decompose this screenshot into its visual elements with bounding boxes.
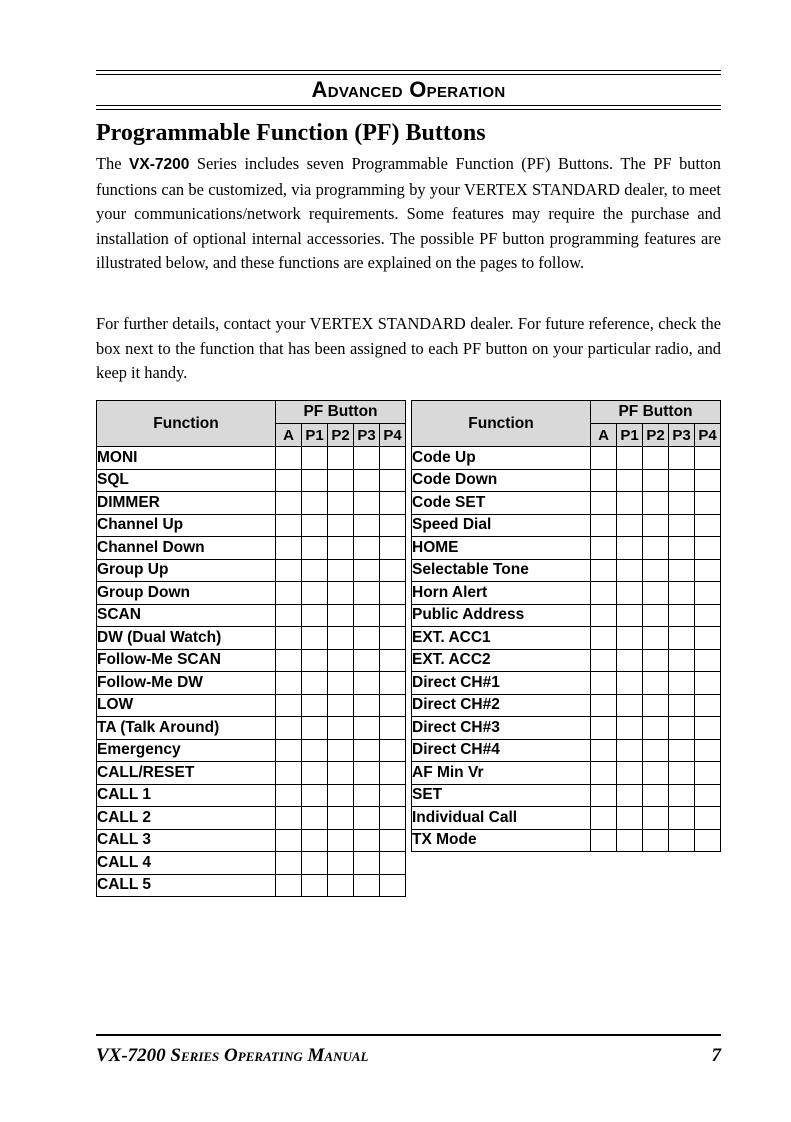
- assignment-checkbox[interactable]: [328, 762, 354, 785]
- function-name: Code SET: [412, 492, 591, 515]
- assignment-checkbox[interactable]: [695, 649, 721, 672]
- assignment-checkbox[interactable]: [695, 829, 721, 852]
- assignment-checkbox[interactable]: [643, 762, 669, 785]
- assignment-checkbox[interactable]: [617, 829, 643, 852]
- assignment-checkbox[interactable]: [695, 739, 721, 762]
- manual-title: VX-7200 Series Operating Manual: [96, 1045, 369, 1066]
- assignment-checkbox[interactable]: [276, 694, 302, 717]
- assignment-checkbox[interactable]: [591, 649, 617, 672]
- assignment-checkbox[interactable]: [380, 807, 406, 830]
- assignment-checkbox[interactable]: [302, 852, 328, 875]
- function-name: LOW: [97, 694, 276, 717]
- assignment-checkbox[interactable]: [669, 469, 695, 492]
- assignment-checkbox[interactable]: [354, 762, 380, 785]
- assignment-checkbox[interactable]: [328, 694, 354, 717]
- assignment-checkbox[interactable]: [591, 829, 617, 852]
- assignment-checkbox[interactable]: [380, 604, 406, 627]
- assignment-checkbox[interactable]: [669, 694, 695, 717]
- assignment-checkbox[interactable]: [354, 829, 380, 852]
- assignment-checkbox[interactable]: [591, 469, 617, 492]
- assignment-checkbox[interactable]: [380, 469, 406, 492]
- table-row: [412, 649, 721, 672]
- assignment-checkbox[interactable]: [354, 784, 380, 807]
- assignment-checkbox[interactable]: [591, 559, 617, 582]
- assignment-checkbox[interactable]: [276, 807, 302, 830]
- assignment-checkbox[interactable]: [669, 649, 695, 672]
- table-row: [97, 717, 406, 740]
- function-name: TX Mode: [412, 829, 591, 852]
- assignment-checkbox[interactable]: [302, 649, 328, 672]
- assignment-checkbox[interactable]: [354, 694, 380, 717]
- assignment-checkbox[interactable]: [695, 559, 721, 582]
- assignment-checkbox[interactable]: [617, 447, 643, 470]
- column-header: P1: [302, 424, 328, 447]
- assignment-checkbox[interactable]: [695, 582, 721, 605]
- assignment-checkbox[interactable]: [276, 447, 302, 470]
- assignment-checkbox[interactable]: [617, 627, 643, 650]
- assignment-checkbox[interactable]: [328, 672, 354, 695]
- assignment-checkbox[interactable]: [276, 762, 302, 785]
- table-row: [97, 604, 406, 627]
- assignment-checkbox[interactable]: [354, 559, 380, 582]
- assignment-checkbox[interactable]: [302, 514, 328, 537]
- assignment-checkbox[interactable]: [354, 537, 380, 560]
- assignment-checkbox[interactable]: [302, 717, 328, 740]
- assignment-checkbox[interactable]: [354, 874, 380, 897]
- function-name: Follow-Me DW: [97, 672, 276, 695]
- assignment-checkbox[interactable]: [354, 739, 380, 762]
- assignment-checkbox[interactable]: [617, 492, 643, 515]
- table-row: [97, 649, 406, 672]
- table-row: [97, 559, 406, 582]
- page-header: [96, 70, 721, 110]
- assignment-checkbox[interactable]: [328, 829, 354, 852]
- table-row: [97, 537, 406, 560]
- assignment-checkbox[interactable]: [380, 627, 406, 650]
- assignment-checkbox[interactable]: [695, 762, 721, 785]
- assignment-checkbox[interactable]: [328, 582, 354, 605]
- table-row: [97, 852, 406, 875]
- function-name: Public Address: [412, 604, 591, 627]
- assignment-checkbox[interactable]: [354, 604, 380, 627]
- assignment-checkbox[interactable]: [302, 627, 328, 650]
- model-name: VX-7200: [129, 156, 190, 173]
- assignment-checkbox[interactable]: [617, 739, 643, 762]
- table-row: [412, 807, 721, 830]
- assignment-checkbox[interactable]: [380, 874, 406, 897]
- assignment-checkbox[interactable]: [591, 762, 617, 785]
- function-name: EXT. ACC2: [412, 649, 591, 672]
- assignment-checkbox[interactable]: [695, 537, 721, 560]
- assignment-checkbox[interactable]: [276, 739, 302, 762]
- assignment-checkbox[interactable]: [328, 492, 354, 515]
- function-header: Function: [97, 401, 276, 447]
- assignment-checkbox[interactable]: [669, 627, 695, 650]
- assignment-checkbox[interactable]: [591, 784, 617, 807]
- table-row: [412, 739, 721, 762]
- assignment-checkbox[interactable]: [328, 514, 354, 537]
- assignment-checkbox[interactable]: [380, 672, 406, 695]
- assignment-checkbox[interactable]: [591, 694, 617, 717]
- assignment-checkbox[interactable]: [669, 582, 695, 605]
- assignment-checkbox[interactable]: [669, 807, 695, 830]
- intro-lead: The: [96, 154, 130, 173]
- header-rule-bottom: [96, 105, 721, 110]
- table-row: [412, 672, 721, 695]
- assignment-checkbox[interactable]: [617, 717, 643, 740]
- table-row: [412, 537, 721, 560]
- assignment-checkbox[interactable]: [591, 537, 617, 560]
- assignment-checkbox[interactable]: [354, 649, 380, 672]
- function-name: Follow-Me SCAN: [97, 649, 276, 672]
- assignment-checkbox[interactable]: [328, 649, 354, 672]
- function-name: SQL: [97, 469, 276, 492]
- assignment-checkbox[interactable]: [276, 649, 302, 672]
- function-name: Selectable Tone: [412, 559, 591, 582]
- assignment-checkbox[interactable]: [276, 537, 302, 560]
- table-row: [97, 469, 406, 492]
- assignment-checkbox[interactable]: [617, 762, 643, 785]
- function-name: Individual Call: [412, 807, 591, 830]
- assignment-checkbox[interactable]: [643, 672, 669, 695]
- assignment-checkbox[interactable]: [354, 469, 380, 492]
- assignment-checkbox[interactable]: [276, 874, 302, 897]
- assignment-checkbox[interactable]: [669, 762, 695, 785]
- assignment-checkbox[interactable]: [643, 514, 669, 537]
- assignment-checkbox[interactable]: [669, 739, 695, 762]
- function-name: Group Up: [97, 559, 276, 582]
- assignment-checkbox[interactable]: [695, 672, 721, 695]
- assignment-checkbox[interactable]: [328, 559, 354, 582]
- assignment-checkbox[interactable]: [380, 762, 406, 785]
- assignment-checkbox[interactable]: [380, 492, 406, 515]
- assignment-checkbox[interactable]: [643, 627, 669, 650]
- assignment-checkbox[interactable]: [617, 784, 643, 807]
- function-name: TA (Talk Around): [97, 717, 276, 740]
- assignment-checkbox[interactable]: [695, 807, 721, 830]
- assignment-checkbox[interactable]: [328, 604, 354, 627]
- function-name: Horn Alert: [412, 582, 591, 605]
- assignment-checkbox[interactable]: [328, 874, 354, 897]
- assignment-checkbox[interactable]: [354, 627, 380, 650]
- function-name: Channel Down: [97, 537, 276, 560]
- column-header: P2: [328, 424, 354, 447]
- table-row: [412, 829, 721, 852]
- assignment-checkbox[interactable]: [302, 829, 328, 852]
- function-name: Direct CH#4: [412, 739, 591, 762]
- assignment-checkbox[interactable]: [328, 807, 354, 830]
- function-name: Group Down: [97, 582, 276, 605]
- assignment-checkbox[interactable]: [328, 852, 354, 875]
- assignment-checkbox[interactable]: [617, 604, 643, 627]
- assignment-checkbox[interactable]: [669, 537, 695, 560]
- assignment-checkbox[interactable]: [617, 672, 643, 695]
- page-footer: [96, 1034, 721, 1068]
- assignment-checkbox[interactable]: [617, 469, 643, 492]
- assignment-checkbox[interactable]: [591, 627, 617, 650]
- assignment-checkbox[interactable]: [328, 537, 354, 560]
- assignment-checkbox[interactable]: [302, 447, 328, 470]
- function-name: CALL 3: [97, 829, 276, 852]
- assignment-checkbox[interactable]: [276, 784, 302, 807]
- page-number: 7: [711, 1045, 721, 1066]
- assignment-checkbox[interactable]: [380, 784, 406, 807]
- assignment-checkbox[interactable]: [643, 649, 669, 672]
- table-row: [97, 762, 406, 785]
- intro-body: Series includes seven Programmable Function (PF) Buttons. The PF button functions can be customized, via programming by your VERTEX STANDARD dealer, to meet your communications/network requirements. Some features may require the purchase and installation of optional internal accessories. The possible PF button programming features are illustrated below, and these functions are explained on the pages to follow.: [96, 154, 721, 272]
- assignment-checkbox[interactable]: [617, 582, 643, 605]
- assignment-checkbox[interactable]: [643, 604, 669, 627]
- assignment-checkbox[interactable]: [643, 492, 669, 515]
- assignment-checkbox[interactable]: [695, 469, 721, 492]
- assignment-checkbox[interactable]: [276, 514, 302, 537]
- function-header: Function: [412, 401, 591, 447]
- function-name: CALL 5: [97, 874, 276, 897]
- assignment-checkbox[interactable]: [354, 807, 380, 830]
- assignment-checkbox[interactable]: [643, 447, 669, 470]
- assignment-checkbox[interactable]: [591, 672, 617, 695]
- assignment-checkbox[interactable]: [591, 514, 617, 537]
- column-header: P3: [669, 424, 695, 447]
- assignment-checkbox[interactable]: [328, 469, 354, 492]
- assignment-checkbox[interactable]: [302, 874, 328, 897]
- table-row: [412, 604, 721, 627]
- pf-table-right: [411, 400, 721, 852]
- assignment-checkbox[interactable]: [617, 559, 643, 582]
- assignment-checkbox[interactable]: [328, 717, 354, 740]
- assignment-checkbox[interactable]: [643, 537, 669, 560]
- table-row: [97, 739, 406, 762]
- assignment-checkbox[interactable]: [669, 604, 695, 627]
- pf-button-header: PF Button: [591, 401, 721, 424]
- assignment-checkbox[interactable]: [302, 492, 328, 515]
- table-row: [97, 582, 406, 605]
- assignment-checkbox[interactable]: [643, 469, 669, 492]
- table-row: [412, 514, 721, 537]
- assignment-checkbox[interactable]: [302, 807, 328, 830]
- function-name: DW (Dual Watch): [97, 627, 276, 650]
- assignment-checkbox[interactable]: [276, 717, 302, 740]
- function-name: DIMMER: [97, 492, 276, 515]
- assignment-checkbox[interactable]: [669, 717, 695, 740]
- assignment-checkbox[interactable]: [591, 604, 617, 627]
- function-name: CALL 4: [97, 852, 276, 875]
- function-name: SCAN: [97, 604, 276, 627]
- assignment-checkbox[interactable]: [669, 447, 695, 470]
- assignment-checkbox[interactable]: [276, 582, 302, 605]
- assignment-checkbox[interactable]: [380, 739, 406, 762]
- function-name: AF Min Vr: [412, 762, 591, 785]
- header-title: Advanced Operation: [311, 77, 506, 102]
- table-row: [412, 784, 721, 807]
- assignment-checkbox[interactable]: [380, 852, 406, 875]
- assignment-checkbox[interactable]: [380, 582, 406, 605]
- function-name: Direct CH#2: [412, 694, 591, 717]
- function-name: EXT. ACC1: [412, 627, 591, 650]
- reference-paragraph: For further details, contact your VERTEX STANDARD dealer. For future reference, check the box next to the function that has been assigned to each PF button on your particular radio, and keep it handy.: [96, 314, 721, 382]
- assignment-checkbox[interactable]: [591, 739, 617, 762]
- function-name: CALL/RESET: [97, 762, 276, 785]
- assignment-checkbox[interactable]: [302, 739, 328, 762]
- assignment-checkbox[interactable]: [328, 627, 354, 650]
- function-name: Code Up: [412, 447, 591, 470]
- assignment-checkbox[interactable]: [302, 672, 328, 695]
- assignment-checkbox[interactable]: [695, 784, 721, 807]
- column-header: P4: [695, 424, 721, 447]
- assignment-checkbox[interactable]: [669, 829, 695, 852]
- section-title: Programmable Function (PF) Buttons: [96, 120, 486, 146]
- assignment-checkbox[interactable]: [276, 627, 302, 650]
- table-row: [412, 582, 721, 605]
- function-name: Direct CH#3: [412, 717, 591, 740]
- assignment-checkbox[interactable]: [669, 672, 695, 695]
- assignment-checkbox[interactable]: [328, 784, 354, 807]
- assignment-checkbox[interactable]: [328, 447, 354, 470]
- function-name: SET: [412, 784, 591, 807]
- assignment-checkbox[interactable]: [354, 447, 380, 470]
- assignment-checkbox[interactable]: [617, 694, 643, 717]
- assignment-checkbox[interactable]: [591, 582, 617, 605]
- function-name: CALL 1: [97, 784, 276, 807]
- assignment-checkbox[interactable]: [380, 649, 406, 672]
- assignment-checkbox[interactable]: [302, 604, 328, 627]
- assignment-checkbox[interactable]: [669, 559, 695, 582]
- column-header: P4: [380, 424, 406, 447]
- assignment-checkbox[interactable]: [643, 694, 669, 717]
- assignment-checkbox[interactable]: [276, 559, 302, 582]
- function-name: Emergency: [97, 739, 276, 762]
- assignment-checkbox[interactable]: [380, 447, 406, 470]
- table-row: [97, 447, 406, 470]
- function-name: MONI: [97, 447, 276, 470]
- column-header: P3: [354, 424, 380, 447]
- assignment-checkbox[interactable]: [669, 514, 695, 537]
- assignment-checkbox[interactable]: [695, 492, 721, 515]
- assignment-checkbox[interactable]: [695, 717, 721, 740]
- table-row: [97, 672, 406, 695]
- assignment-checkbox[interactable]: [276, 852, 302, 875]
- assignment-checkbox[interactable]: [354, 672, 380, 695]
- table-row: [97, 694, 406, 717]
- intro-paragraph: [96, 152, 721, 276]
- table-row: [412, 492, 721, 515]
- function-name: Channel Up: [97, 514, 276, 537]
- assignment-checkbox[interactable]: [328, 739, 354, 762]
- assignment-checkbox[interactable]: [591, 717, 617, 740]
- function-name: HOME: [412, 537, 591, 560]
- function-name: Code Down: [412, 469, 591, 492]
- assignment-checkbox[interactable]: [695, 447, 721, 470]
- assignment-checkbox[interactable]: [302, 537, 328, 560]
- assignment-checkbox[interactable]: [591, 807, 617, 830]
- column-header: A: [591, 424, 617, 447]
- function-name: Speed Dial: [412, 514, 591, 537]
- assignment-checkbox[interactable]: [276, 469, 302, 492]
- assignment-checkbox[interactable]: [276, 829, 302, 852]
- assignment-checkbox[interactable]: [643, 717, 669, 740]
- assignment-checkbox[interactable]: [276, 672, 302, 695]
- assignment-checkbox[interactable]: [302, 694, 328, 717]
- assignment-checkbox[interactable]: [643, 784, 669, 807]
- table-row: [412, 469, 721, 492]
- assignment-checkbox[interactable]: [695, 694, 721, 717]
- column-header: P2: [643, 424, 669, 447]
- table-row: [412, 717, 721, 740]
- pf-table-left: [96, 400, 406, 897]
- assignment-checkbox[interactable]: [591, 492, 617, 515]
- assignment-checkbox[interactable]: [276, 604, 302, 627]
- assignment-checkbox[interactable]: [591, 447, 617, 470]
- assignment-checkbox[interactable]: [643, 807, 669, 830]
- footer-rule: [96, 1034, 721, 1036]
- assignment-checkbox[interactable]: [354, 514, 380, 537]
- assignment-checkbox[interactable]: [669, 492, 695, 515]
- assignment-checkbox[interactable]: [617, 807, 643, 830]
- assignment-checkbox[interactable]: [617, 514, 643, 537]
- assignment-checkbox[interactable]: [354, 492, 380, 515]
- table-row: [97, 829, 406, 852]
- assignment-checkbox[interactable]: [643, 739, 669, 762]
- assignment-checkbox[interactable]: [643, 829, 669, 852]
- assignment-checkbox[interactable]: [276, 492, 302, 515]
- table-row: [412, 627, 721, 650]
- table-row: [97, 807, 406, 830]
- assignment-checkbox[interactable]: [643, 559, 669, 582]
- table-row: [412, 559, 721, 582]
- assignment-checkbox[interactable]: [380, 514, 406, 537]
- assignment-checkbox[interactable]: [354, 582, 380, 605]
- assignment-checkbox[interactable]: [302, 469, 328, 492]
- table-row: [412, 762, 721, 785]
- assignment-checkbox[interactable]: [380, 717, 406, 740]
- table-row: [97, 492, 406, 515]
- assignment-checkbox[interactable]: [695, 514, 721, 537]
- function-name: Direct CH#1: [412, 672, 591, 695]
- assignment-checkbox[interactable]: [643, 582, 669, 605]
- assignment-checkbox[interactable]: [302, 784, 328, 807]
- table-row: [412, 694, 721, 717]
- column-header: P1: [617, 424, 643, 447]
- table-row: [97, 514, 406, 537]
- function-name: CALL 2: [97, 807, 276, 830]
- assignment-checkbox[interactable]: [695, 627, 721, 650]
- table-row: [97, 784, 406, 807]
- assignment-checkbox[interactable]: [617, 537, 643, 560]
- table-row: [97, 874, 406, 897]
- assignment-checkbox[interactable]: [302, 762, 328, 785]
- assignment-checkbox[interactable]: [695, 604, 721, 627]
- assignment-checkbox[interactable]: [354, 717, 380, 740]
- assignment-checkbox[interactable]: [669, 784, 695, 807]
- table-row: [412, 447, 721, 470]
- assignment-checkbox[interactable]: [380, 559, 406, 582]
- assignment-checkbox[interactable]: [380, 829, 406, 852]
- table-row: [97, 627, 406, 650]
- pf-button-header: PF Button: [276, 401, 406, 424]
- assignment-checkbox[interactable]: [617, 649, 643, 672]
- assignment-checkbox[interactable]: [380, 694, 406, 717]
- column-header: A: [276, 424, 302, 447]
- assignment-checkbox[interactable]: [354, 852, 380, 875]
- assignment-checkbox[interactable]: [302, 559, 328, 582]
- assignment-checkbox[interactable]: [380, 537, 406, 560]
- assignment-checkbox[interactable]: [302, 582, 328, 605]
